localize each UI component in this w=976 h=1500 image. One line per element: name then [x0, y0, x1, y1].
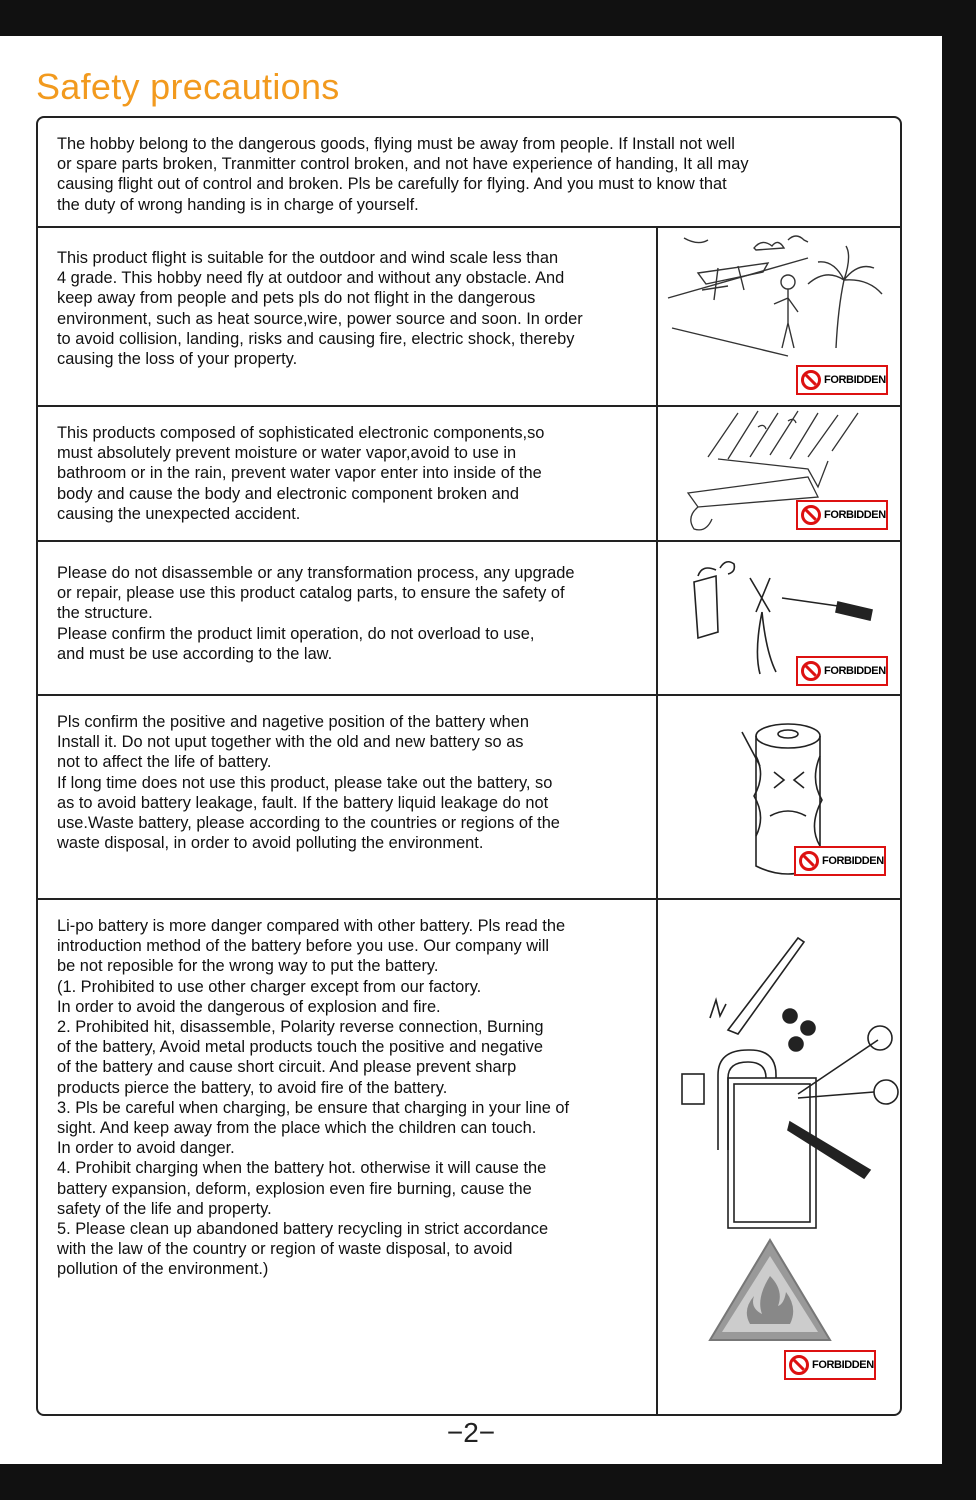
prohibited-sign-icon [789, 1355, 809, 1375]
precaution-row-moisture [38, 407, 900, 542]
image-cell [656, 228, 902, 405]
precaution-row-general [38, 118, 900, 228]
precaution-text: Pls confirm the positive and nagetive position of the battery when Install it. Do not uput together with the old and new battery so as not to affect the life of battery. If long time does not use this product, please take out the battery, so as to avoid battery leakage, fault. If the battery liquid leakage do not use.Waste battery, please according to the countries or regions of the waste disposal, in order to avoid polluting the environment. [57, 713, 560, 853]
forbidden-badge: FORBIDDEN [796, 656, 888, 686]
image-cell [656, 407, 902, 540]
image-cell [656, 900, 902, 1414]
manual-page [0, 36, 942, 1464]
forbidden-badge: FORBIDDEN [784, 1350, 876, 1380]
precautions-table [36, 116, 902, 1416]
precaution-text: Li-po battery is more danger compared with other battery. Pls read the introduction method of the battery before you use. Our company will be not reposible for the wrong way to put the battery. (1. Prohibited to use other charger except from our factory. In order to avoid the dangerous of explosion and fire. 2. Prohibited hit, disassemble, Polarity reverse connection, Burning of the battery, Avoid metal products touch the positive and negative of the battery and cause short circuit. And please prevent sharp products pierce the battery, to avoid fire of the battery. 3. Pls be careful when charging, be ensure that charging in your line of sight. And keep away from the place which the children can touch. In order to avoid danger. 4. Prohibit charging when the battery hot. otherwise it will cause the battery expansion, deform, explosion even fire burning, cause the safety of the life and property. 5. Please clean up abandoned battery recycling in strict accordance with the law of the country or region of waste disposal, to avoid pollution of the environment.) [57, 917, 570, 1279]
precaution-text: This products composed of sophisticated electronic components,so must absolutely prevent moisture or water vapor,avoid to use in bathroom or in the rain, prevent water vapor enter into inside of the body and cause the body and electronic component broken and causing the unexpected accident. [57, 424, 545, 523]
fire-warning-icon [658, 900, 902, 1414]
image-cell [656, 696, 902, 898]
precaution-row-lipo-battery [38, 900, 900, 1414]
image-cell [656, 542, 902, 694]
forbidden-badge: FORBIDDEN [794, 846, 886, 876]
precaution-row-flight-environment [38, 228, 900, 407]
prohibited-sign-icon [801, 661, 821, 681]
page-number: −2− [446, 1417, 496, 1448]
page-title: Safety precautions [36, 66, 340, 107]
forbidden-badge: FORBIDDEN [796, 365, 888, 395]
precaution-text: Please do not disassemble or any transformation process, any upgrade or repair, please use this product catalog parts, to ensure the safety of the structure. Please confirm the product limit operation, do not overload to use, and must be use according to the law. [57, 564, 575, 663]
precaution-row-disassembly [38, 542, 900, 696]
prohibited-sign-icon [801, 505, 821, 525]
prohibited-sign-icon [799, 851, 819, 871]
forbidden-badge: FORBIDDEN [796, 500, 888, 530]
prohibited-sign-icon [801, 370, 821, 390]
precaution-text: The hobby belong to the dangerous goods, flying must be away from people. If Install not well or spare parts broken, Tranmitter control broken, and not have experience of handing, It all may causing flight out of control and broken. Pls be carefully for flying. And you must to know that the duty of wrong handing is in charge of yourself. [57, 135, 749, 214]
precaution-text: This product flight is suitable for the outdoor and wind scale less than 4 grade. This hobby need fly at outdoor and without any obstacle. And keep away from people and pets pls do not flight in the dangerous environment, such as heat source,wire, power source and soon. In order to avoid collision, landing, risks and causing fire, electric shock, thereby causing the loss of your property. [57, 249, 583, 369]
precaution-row-battery-install [38, 696, 900, 900]
